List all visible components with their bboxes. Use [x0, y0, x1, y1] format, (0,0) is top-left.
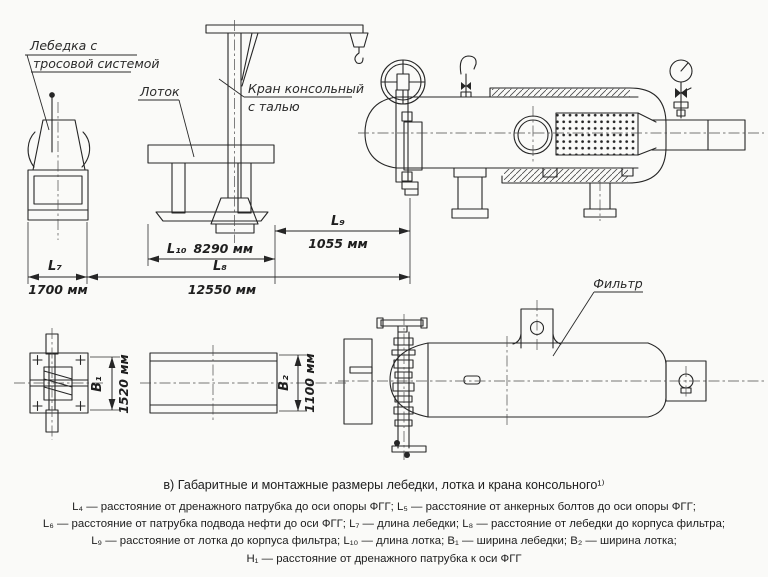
crane-hook-icon	[350, 33, 368, 63]
handwheel-icon	[381, 60, 425, 104]
crane-callout-line1: Кран консольный	[248, 81, 365, 96]
legend-line-1: L₄ — расстояние от дренажного патрубка до оси опоры ФГГ; L₅ — расстояние от анкерных болтов до оси опоры ФГГ;	[72, 501, 696, 513]
legend-line-4: H₁ — расстояние от дренажного патрубка к оси ФГГ	[246, 552, 522, 565]
dim-b2-symbol: B₂	[277, 375, 292, 391]
shell-hook-icon	[460, 56, 476, 97]
dimension-lines	[28, 198, 410, 411]
crane-and-tray-side-view	[148, 25, 368, 233]
winch-rod-knob	[50, 93, 55, 98]
perforated-basket	[556, 113, 638, 155]
callout-leaders	[25, 55, 643, 356]
winch-callout-line1: Лебедка с	[30, 38, 98, 53]
dim-l9-value: 1055 мм	[308, 236, 368, 251]
dim-l8-symbol: L₈	[213, 259, 227, 274]
legend-line-3: L₉ — расстояние от лотка до корпуса фильтра; L₁₀ — длина лотка; B₁ — ширина лебедки; B₂ — ширина лотка;	[91, 535, 677, 548]
closure-mechanism	[377, 318, 427, 458]
filter-plan-view	[344, 309, 706, 458]
dim-l10-label: L₁₀ 8290 мм	[166, 241, 254, 257]
dim-b2-value: 1100 мм	[302, 353, 317, 413]
dim-l7-symbol: L₇	[48, 259, 62, 274]
figure-legend	[4, 499, 764, 568]
dim-b1-value: 1520 мм	[116, 354, 131, 414]
winch-callout-line2: тросовой системой	[33, 56, 160, 71]
crane-callout-line2: с талью	[248, 99, 300, 114]
pressure-gauge-icon	[670, 60, 692, 118]
dim-l8-value: 12550 мм	[187, 282, 257, 297]
filter-side-view	[365, 56, 745, 218]
winch-side-view	[28, 93, 90, 220]
dim-l7-value: 1700 мм	[28, 282, 88, 297]
figure-caption: в) Габаритные и монтажные размеры лебедки, лотка и крана консольного¹⁾	[163, 478, 605, 492]
dim-b1-symbol: B₁	[90, 376, 105, 392]
filter-callout: Фильтр	[593, 276, 643, 291]
dim-l9-symbol: L₉	[331, 214, 345, 229]
legend-line-2: L₆ — расстояние от патрубка подвода нефти до оси ФГГ; L₇ — длина лебедки; L₈ — расстояние от лебедки до корпуса фильтра;	[42, 518, 726, 531]
tray-callout: Лоток	[140, 84, 180, 99]
